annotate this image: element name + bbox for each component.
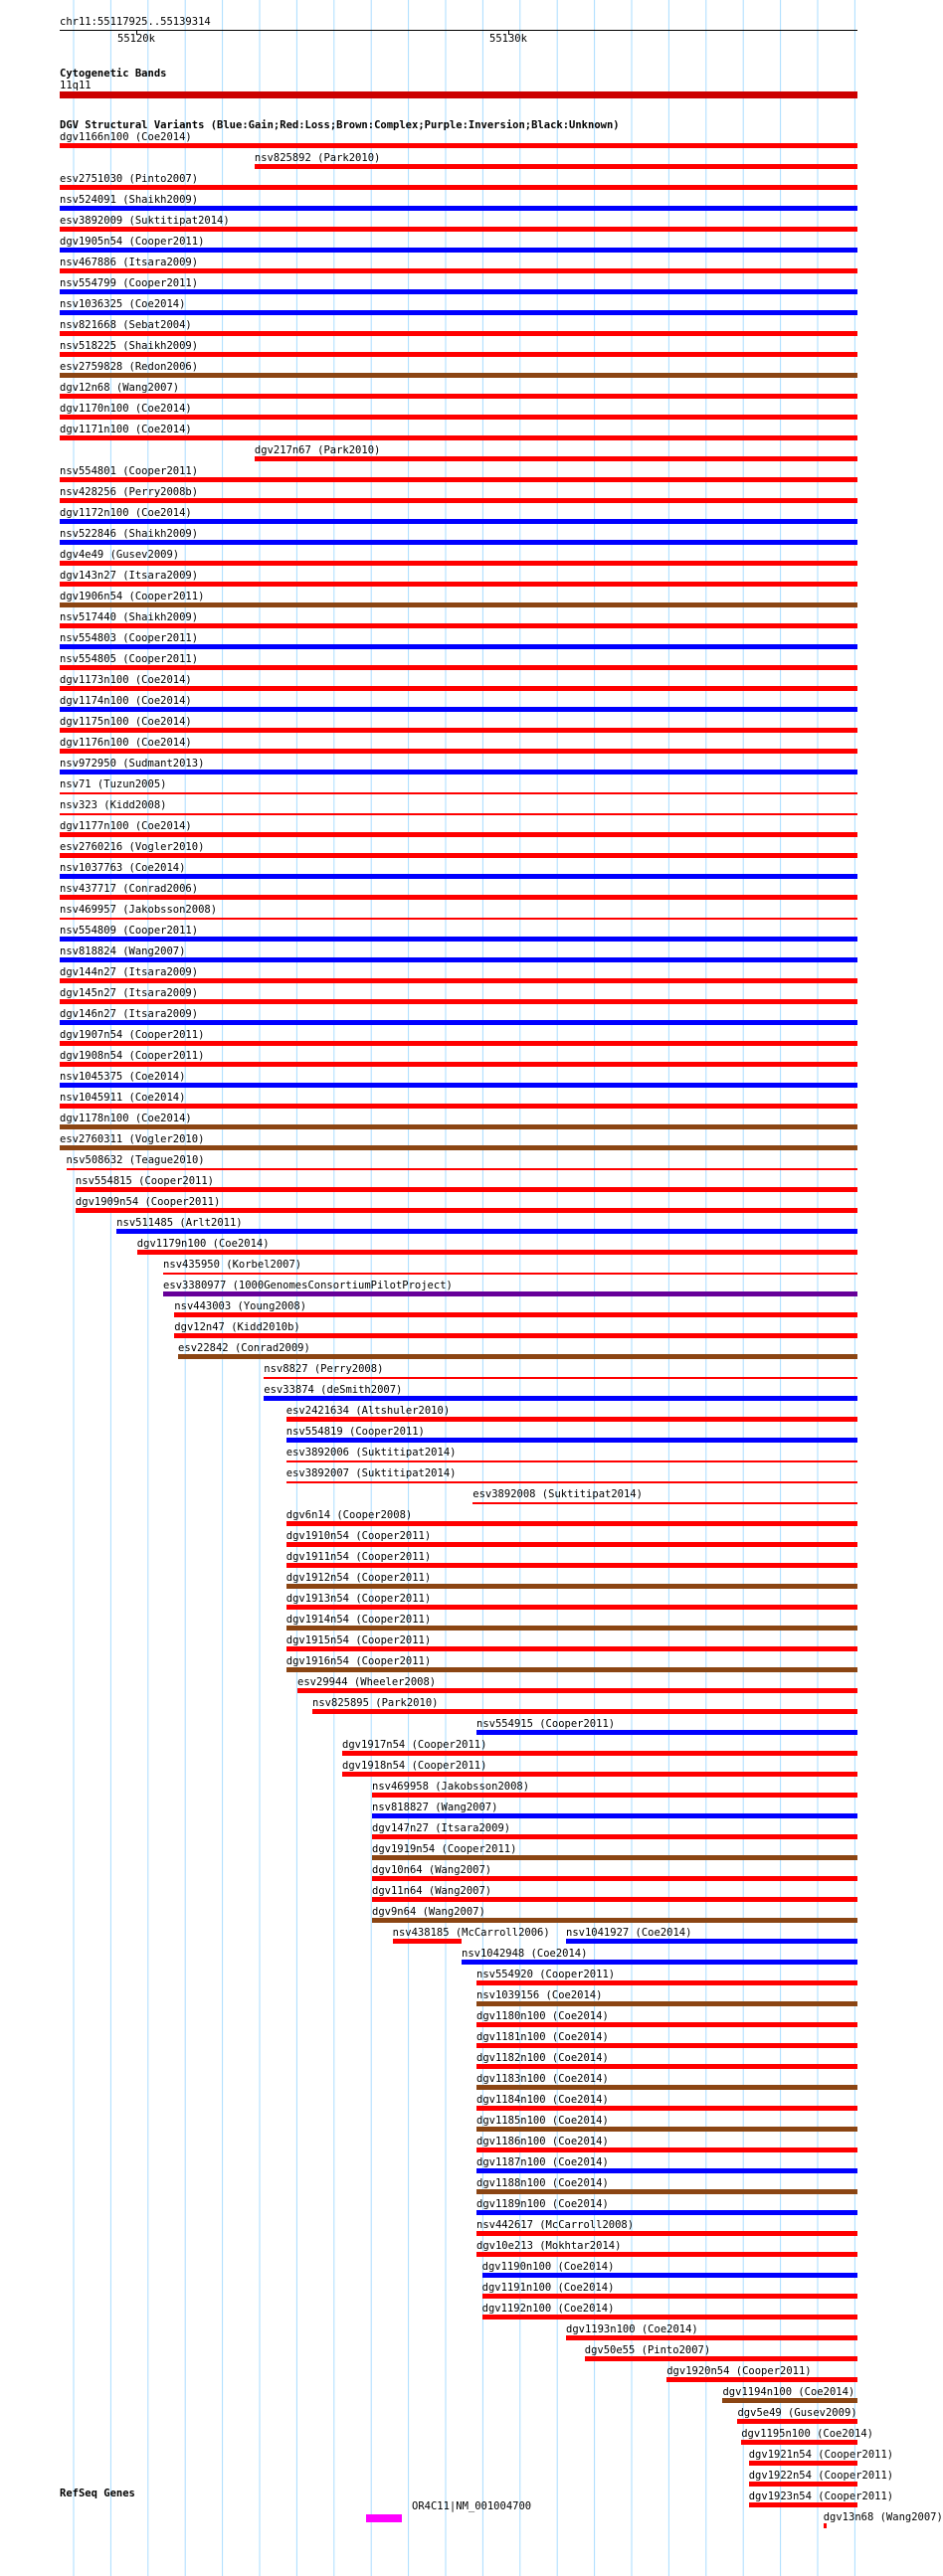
variant-label[interactable]: dgv1908n54 (Cooper2011)	[60, 1050, 205, 1062]
variant-label[interactable]: dgv1911n54 (Cooper2011)	[285, 1551, 432, 1563]
variant-bar-loss[interactable]	[60, 792, 857, 794]
variant-bar-complex[interactable]	[60, 373, 857, 378]
variant-label[interactable]: nsv554805 (Cooper2011)	[60, 653, 199, 665]
variant-bar-loss[interactable]	[286, 1417, 857, 1422]
variant-label[interactable]: dgv1909n54 (Cooper2011)	[75, 1196, 221, 1208]
variant-bar-complex[interactable]	[60, 1124, 857, 1129]
variant-bar-gain[interactable]	[60, 957, 857, 962]
variant-bar-loss[interactable]	[60, 918, 857, 920]
variant-label[interactable]: dgv1188n100 (Coe2014)	[476, 2177, 609, 2189]
variant-label[interactable]: esv29944 (Wheeler2008)	[297, 1676, 437, 1688]
variant-bar-loss[interactable]	[60, 999, 857, 1004]
variant-bar-loss[interactable]	[585, 2356, 857, 2361]
variant-label[interactable]: dgv1913n54 (Cooper2011)	[285, 1593, 432, 1605]
variant-label[interactable]: nsv554803 (Cooper2011)	[60, 632, 199, 644]
variant-label[interactable]: dgv1915n54 (Cooper2011)	[285, 1634, 432, 1646]
variant-bar-loss[interactable]	[60, 686, 857, 691]
variant-bar-gain[interactable]	[60, 770, 857, 774]
gene-label[interactable]: OR4C11|NM_001004700	[412, 2500, 532, 2512]
variant-label[interactable]: dgv1193n100 (Coe2014)	[566, 2323, 698, 2335]
variant-label[interactable]: nsv972950 (Sudmant2013)	[60, 758, 205, 770]
ruler-line	[60, 30, 857, 31]
variant-bar-loss[interactable]	[60, 623, 857, 628]
variant-label[interactable]: nsv1039156 (Coe2014)	[476, 1989, 603, 2001]
variant-bar-loss[interactable]	[174, 1312, 857, 1317]
cyto-band-bar	[60, 91, 857, 98]
variant-bar-loss[interactable]	[476, 2106, 857, 2111]
variant-bar-loss[interactable]	[60, 268, 857, 273]
variant-bar-loss[interactable]	[372, 1793, 857, 1798]
variant-bar-gain[interactable]	[566, 1939, 857, 1944]
variant-bar-loss[interactable]	[286, 1542, 857, 1547]
variant-bar-loss[interactable]	[286, 1605, 857, 1610]
variant-label[interactable]: nsv554801 (Cooper2011)	[60, 465, 199, 477]
variant-label[interactable]: dgv4e49 (Gusev2009)	[60, 549, 180, 561]
variant-label[interactable]: dgv146n27 (Itsara2009)	[60, 1008, 199, 1020]
variant-bar-loss[interactable]	[482, 2315, 857, 2319]
variant-label[interactable]: dgv1918n54 (Cooper2011)	[342, 1760, 487, 1772]
variant-bar-loss[interactable]	[286, 1563, 857, 1568]
variant-label[interactable]: dgv50e55 (Pinto2007)	[584, 2344, 711, 2356]
variant-bar-loss[interactable]	[286, 1460, 857, 1462]
variant-bar-complex[interactable]	[476, 2189, 857, 2194]
variant-bar-loss[interactable]	[60, 813, 857, 815]
variant-label[interactable]: dgv1187n100 (Coe2014)	[476, 2156, 609, 2168]
variant-label[interactable]: esv2751030 (Pinto2007)	[60, 173, 199, 185]
variant-bar-gain[interactable]	[60, 248, 857, 253]
variant-bar-complex[interactable]	[286, 1626, 857, 1631]
variant-bar-loss[interactable]	[60, 143, 857, 148]
variant-bar-loss[interactable]	[60, 749, 857, 754]
variant-label[interactable]: esv3892006 (Suktitipat2014)	[285, 1447, 457, 1459]
variant-label[interactable]: nsv1045911 (Coe2014)	[60, 1092, 186, 1104]
variant-bar-gain[interactable]	[60, 644, 857, 649]
variant-label[interactable]: nsv1041927 (Coe2014)	[566, 1927, 692, 1939]
variant-label[interactable]: nsv71 (Tuzun2005)	[60, 778, 167, 790]
variant-bar-loss[interactable]	[741, 2440, 857, 2445]
variant-label[interactable]: dgv9n64 (Wang2007)	[372, 1906, 485, 1918]
variant-bar-complex[interactable]	[286, 1584, 857, 1589]
variant-bar-loss[interactable]	[60, 477, 857, 482]
variant-label[interactable]: dgv1181n100 (Coe2014)	[476, 2031, 609, 2043]
variant-label[interactable]: nsv443003 (Young2008)	[174, 1300, 307, 1312]
variant-bar-gain[interactable]	[60, 1020, 857, 1025]
ruler-label-55130k: 55130k	[489, 33, 527, 45]
cyto-band-label: 11q11	[60, 80, 92, 91]
variant-bar-loss[interactable]	[476, 2064, 857, 2069]
variant-label[interactable]: dgv1920n54 (Cooper2011)	[666, 2365, 812, 2377]
variant-bar-gain[interactable]	[476, 2210, 857, 2215]
variant-label[interactable]: dgv1916n54 (Cooper2011)	[285, 1655, 432, 1667]
variant-bar-loss[interactable]	[476, 2231, 857, 2236]
variant-bar-complex[interactable]	[372, 1918, 857, 1923]
variant-label[interactable]: dgv1907n54 (Cooper2011)	[60, 1029, 205, 1041]
variant-label[interactable]: dgv1905n54 (Cooper2011)	[60, 236, 205, 248]
variant-bar-gain[interactable]	[476, 2168, 857, 2173]
location-label: chr11:55117925..55139314	[60, 16, 211, 28]
variant-label[interactable]: dgv1922n54 (Cooper2011)	[748, 2470, 894, 2482]
variant-bar-gain[interactable]	[60, 874, 857, 879]
variant-label[interactable]: dgv1175n100 (Coe2014)	[60, 716, 192, 728]
variant-label[interactable]: nsv554799 (Cooper2011)	[60, 277, 199, 289]
variant-label[interactable]: nsv323 (Kidd2008)	[60, 799, 167, 811]
variant-label[interactable]: dgv1914n54 (Cooper2011)	[285, 1614, 432, 1626]
variant-label[interactable]: dgv1186n100 (Coe2014)	[476, 2136, 609, 2147]
variant-bar-gain[interactable]	[60, 289, 857, 294]
variant-bar-loss[interactable]	[472, 1502, 857, 1504]
variant-bar-loss[interactable]	[824, 2523, 828, 2528]
variant-bar-loss[interactable]	[666, 2377, 857, 2382]
variant-bar-loss[interactable]	[255, 456, 857, 461]
variant-label[interactable]: dgv1182n100 (Coe2014)	[476, 2052, 609, 2064]
variant-label[interactable]: esv3892009 (Suktitipat2014)	[60, 215, 230, 227]
variant-label[interactable]: nsv818824 (Wang2007)	[60, 945, 186, 957]
variant-bar-gain[interactable]	[286, 1438, 857, 1443]
variant-label[interactable]: esv3892007 (Suktitipat2014)	[285, 1467, 457, 1479]
variant-bar-complex[interactable]	[476, 2127, 857, 2132]
variant-bar-gain[interactable]	[462, 1960, 857, 1965]
variant-bar-loss[interactable]	[255, 164, 857, 169]
variant-label[interactable]: dgv1910n54 (Cooper2011)	[285, 1530, 432, 1542]
variant-label[interactable]: nsv435950 (Korbel2007)	[163, 1259, 302, 1271]
variant-bar-gain[interactable]	[476, 1730, 857, 1735]
variant-bar-loss[interactable]	[60, 185, 857, 190]
variant-bar-loss[interactable]	[60, 1041, 857, 1046]
variant-bar-gain[interactable]	[60, 707, 857, 712]
variant-bar-gain[interactable]	[372, 1813, 857, 1818]
variant-bar-loss[interactable]	[737, 2419, 857, 2424]
variant-bar-complex[interactable]	[476, 2085, 857, 2090]
variant-bar-gain[interactable]	[60, 1083, 857, 1088]
variant-label[interactable]: dgv1172n100 (Coe2014)	[60, 507, 192, 519]
variant-label[interactable]: esv3380977 (1000GenomesConsortiumPilotProject)	[163, 1280, 453, 1291]
variant-bar-loss[interactable]	[372, 1876, 857, 1881]
variant-bar-loss[interactable]	[60, 978, 857, 983]
variant-bar-gain[interactable]	[116, 1229, 857, 1234]
variant-label[interactable]: nsv554920 (Cooper2011)	[476, 1969, 616, 1980]
variant-bar-complex[interactable]	[286, 1667, 857, 1672]
variant-label[interactable]: dgv1192n100 (Coe2014)	[481, 2303, 615, 2315]
variant-bar-inversion[interactable]	[163, 1291, 857, 1296]
variant-label[interactable]: dgv1170n100 (Coe2014)	[60, 403, 192, 415]
variant-bar-gain[interactable]	[60, 937, 857, 942]
variant-label[interactable]: esv2760311 (Vogler2010)	[60, 1133, 205, 1145]
variant-bar-loss[interactable]	[60, 227, 857, 232]
variant-label[interactable]: nsv438185 (McCarroll2006)	[392, 1927, 550, 1939]
variant-label[interactable]: nsv818827 (Wang2007)	[372, 1802, 498, 1813]
variant-label[interactable]: dgv10n64 (Wang2007)	[372, 1864, 492, 1876]
variant-label[interactable]: nsv469958 (Jakobsson2008)	[372, 1781, 530, 1793]
variant-bar-loss[interactable]	[60, 435, 857, 440]
variant-bar-loss[interactable]	[60, 394, 857, 399]
variant-bar-gain[interactable]	[60, 519, 857, 524]
variant-label[interactable]: dgv13n68 (Wang2007)	[823, 2511, 943, 2523]
variant-label[interactable]: dgv1178n100 (Coe2014)	[60, 1113, 192, 1124]
variant-label[interactable]: esv2421634 (Altshuler2010)	[285, 1405, 451, 1417]
variant-bar-gain[interactable]	[482, 2273, 857, 2278]
variant-bar-loss[interactable]	[60, 582, 857, 587]
cytogenetic-bands-title: Cytogenetic Bands	[60, 68, 167, 80]
variant-bar-loss[interactable]	[286, 1521, 857, 1526]
variant-bar-loss[interactable]	[749, 2461, 857, 2466]
variant-label[interactable]: dgv1183n100 (Coe2014)	[476, 2073, 609, 2085]
variant-label[interactable]: dgv1184n100 (Coe2014)	[476, 2094, 609, 2106]
variant-label[interactable]: nsv469957 (Jakobsson2008)	[60, 904, 218, 916]
variant-label[interactable]: dgv1180n100 (Coe2014)	[476, 2010, 609, 2022]
variant-bar-gain[interactable]	[60, 206, 857, 211]
variant-label[interactable]: dgv145n27 (Itsara2009)	[60, 987, 199, 999]
variant-bar-loss[interactable]	[60, 895, 857, 900]
variant-bar-loss[interactable]	[749, 2482, 857, 2487]
variant-label[interactable]: dgv1923n54 (Cooper2011)	[748, 2490, 894, 2502]
variant-bar-loss[interactable]	[76, 1208, 857, 1213]
variant-bar-loss[interactable]	[60, 331, 857, 336]
variant-label[interactable]: nsv825895 (Park2010)	[312, 1697, 439, 1709]
variant-label[interactable]: nsv428256 (Perry2008b)	[60, 486, 199, 498]
variant-bar-loss[interactable]	[60, 832, 857, 837]
variant-bar-gain[interactable]	[264, 1396, 857, 1401]
variant-label[interactable]: nsv554915 (Cooper2011)	[476, 1718, 616, 1730]
variant-bar-loss[interactable]	[60, 352, 857, 357]
variant-bar-loss[interactable]	[372, 1834, 857, 1839]
variant-bar-loss[interactable]	[342, 1772, 857, 1777]
variant-bar-loss[interactable]	[476, 2043, 857, 2048]
variant-label[interactable]: esv3892008 (Suktitipat2014)	[472, 1488, 643, 1500]
variant-bar-gain[interactable]	[60, 310, 857, 315]
variant-bar-loss[interactable]	[60, 498, 857, 503]
variant-label[interactable]: nsv524091 (Shaikh2009)	[60, 194, 199, 206]
variant-label[interactable]: nsv825892 (Park2010)	[254, 152, 381, 164]
variant-bar-loss[interactable]	[76, 1187, 857, 1192]
variant-bar-loss[interactable]	[372, 1897, 857, 1902]
variant-label[interactable]: nsv554809 (Cooper2011)	[60, 925, 199, 937]
variant-bar-loss[interactable]	[482, 2294, 857, 2299]
variant-bar-loss[interactable]	[297, 1688, 857, 1693]
variant-label[interactable]: dgv1919n54 (Cooper2011)	[372, 1843, 517, 1855]
variant-bar-loss[interactable]	[60, 415, 857, 420]
variant-label[interactable]: nsv1045375 (Coe2014)	[60, 1071, 186, 1083]
variant-bar-loss[interactable]	[174, 1333, 857, 1338]
variant-label[interactable]: dgv12n47 (Kidd2010b)	[174, 1321, 300, 1333]
variant-label[interactable]: nsv1037763 (Coe2014)	[60, 862, 186, 874]
variant-label[interactable]: esv22842 (Conrad2009)	[178, 1342, 310, 1354]
variant-bar-loss[interactable]	[60, 1104, 857, 1109]
variant-label[interactable]: nsv467886 (Itsara2009)	[60, 257, 199, 268]
variant-bar-loss[interactable]	[566, 2335, 857, 2340]
variant-label[interactable]: dgv1166n100 (Coe2014)	[60, 131, 192, 143]
variant-label[interactable]: dgv1912n54 (Cooper2011)	[285, 1572, 432, 1584]
variant-bar-loss[interactable]	[749, 2502, 857, 2507]
variant-bar-loss[interactable]	[476, 2022, 857, 2027]
variant-bar-loss[interactable]	[286, 1646, 857, 1651]
variant-label[interactable]: nsv437717 (Conrad2006)	[60, 883, 199, 895]
gene-feature-or4c11[interactable]	[366, 2514, 402, 2522]
variant-bar-loss[interactable]	[60, 665, 857, 670]
variant-label[interactable]: dgv11n64 (Wang2007)	[372, 1885, 492, 1897]
variant-label[interactable]: dgv1185n100 (Coe2014)	[476, 2115, 609, 2127]
variant-label[interactable]: nsv517440 (Shaikh2009)	[60, 611, 199, 623]
variant-label[interactable]: dgv1917n54 (Cooper2011)	[342, 1739, 487, 1751]
variant-label[interactable]: dgv1174n100 (Coe2014)	[60, 695, 192, 707]
variant-label[interactable]: nsv821668 (Sebat2004)	[60, 319, 192, 331]
variant-label[interactable]: dgv6n14 (Cooper2008)	[285, 1509, 413, 1521]
variant-label[interactable]: dgv147n27 (Itsara2009)	[372, 1822, 511, 1834]
variant-label[interactable]: dgv1179n100 (Coe2014)	[136, 1238, 270, 1250]
variant-bar-complex[interactable]	[476, 2001, 857, 2006]
variant-label[interactable]: nsv554815 (Cooper2011)	[75, 1175, 214, 1187]
variant-bar-gain[interactable]	[60, 540, 857, 545]
variant-label[interactable]: dgv1189n100 (Coe2014)	[476, 2198, 609, 2210]
variant-label[interactable]: nsv1036325 (Coe2014)	[60, 298, 186, 310]
variant-label[interactable]: dgv1173n100 (Coe2014)	[60, 674, 192, 686]
variant-label[interactable]: nsv1042948 (Coe2014)	[462, 1948, 588, 1960]
refseq-genes-title: RefSeq Genes	[60, 2488, 135, 2499]
variant-bar-complex[interactable]	[60, 1145, 857, 1150]
variant-label[interactable]: nsv522846 (Shaikh2009)	[60, 528, 199, 540]
variant-label[interactable]: dgv1176n100 (Coe2014)	[60, 737, 192, 749]
variant-label[interactable]: dgv1195n100 (Coe2014)	[741, 2428, 873, 2440]
variant-bar-loss[interactable]	[60, 853, 857, 858]
variant-bar-loss[interactable]	[476, 2147, 857, 2152]
variant-bar-loss[interactable]	[312, 1709, 857, 1714]
variant-bar-complex[interactable]	[372, 1855, 857, 1860]
ruler-label-55120k: 55120k	[117, 33, 155, 45]
variant-label[interactable]: dgv12n68 (Wang2007)	[60, 382, 180, 394]
variant-label[interactable]: dgv1906n54 (Cooper2011)	[60, 591, 205, 602]
variant-bar-complex[interactable]	[722, 2398, 857, 2403]
variant-label[interactable]: dgv1194n100 (Coe2014)	[722, 2386, 855, 2398]
variant-bar-loss[interactable]	[67, 1168, 857, 1170]
variant-label[interactable]: nsv554819 (Cooper2011)	[285, 1426, 425, 1438]
variant-label[interactable]: esv2760216 (Vogler2010)	[60, 841, 205, 853]
variant-label[interactable]: dgv217n67 (Park2010)	[254, 444, 381, 456]
variant-bar-loss[interactable]	[342, 1751, 857, 1756]
variant-bar-loss[interactable]	[476, 1980, 857, 1985]
variant-bar-loss[interactable]	[60, 1062, 857, 1067]
variant-bar-complex[interactable]	[178, 1354, 857, 1359]
variant-label[interactable]: esv33874 (deSmith2007)	[264, 1384, 403, 1396]
variant-label[interactable]: dgv1171n100 (Coe2014)	[60, 424, 192, 435]
variant-bar-loss[interactable]	[264, 1377, 857, 1379]
variant-bar-loss[interactable]	[286, 1481, 857, 1483]
variant-label[interactable]: nsv442617 (McCarroll2008)	[476, 2219, 635, 2231]
variant-bar-loss[interactable]	[60, 561, 857, 566]
variant-label[interactable]: dgv143n27 (Itsara2009)	[60, 570, 199, 582]
variant-label[interactable]: dgv144n27 (Itsara2009)	[60, 966, 199, 978]
dgv-track-title: DGV Structural Variants (Blue:Gain;Red:Loss;Brown:Complex;Purple:Inversion;Black:Unknown)	[60, 119, 620, 131]
variant-bar-complex[interactable]	[60, 602, 857, 607]
variant-label[interactable]: dgv1177n100 (Coe2014)	[60, 820, 192, 832]
variant-label[interactable]: nsv518225 (Shaikh2009)	[60, 340, 199, 352]
variant-label[interactable]: esv2759828 (Redon2006)	[60, 361, 199, 373]
variant-bar-loss[interactable]	[476, 2252, 857, 2257]
variant-label[interactable]: dgv1190n100 (Coe2014)	[481, 2261, 615, 2273]
variant-label[interactable]: nsv8827 (Perry2008)	[264, 1363, 384, 1375]
variant-label[interactable]: nsv508632 (Teague2010)	[66, 1154, 205, 1166]
variant-label[interactable]: dgv1921n54 (Cooper2011)	[748, 2449, 894, 2461]
variant-bar-loss[interactable]	[60, 728, 857, 733]
variant-label[interactable]: dgv5e49 (Gusev2009)	[737, 2407, 857, 2419]
variant-bar-loss[interactable]	[393, 1939, 462, 1944]
variant-bar-loss[interactable]	[163, 1273, 857, 1275]
variant-label[interactable]: dgv1191n100 (Coe2014)	[481, 2282, 615, 2294]
variant-label[interactable]: nsv511485 (Arlt2011)	[116, 1217, 243, 1229]
variant-label[interactable]: dgv10e213 (Mokhtar2014)	[476, 2240, 622, 2252]
variant-bar-loss[interactable]	[137, 1250, 857, 1255]
